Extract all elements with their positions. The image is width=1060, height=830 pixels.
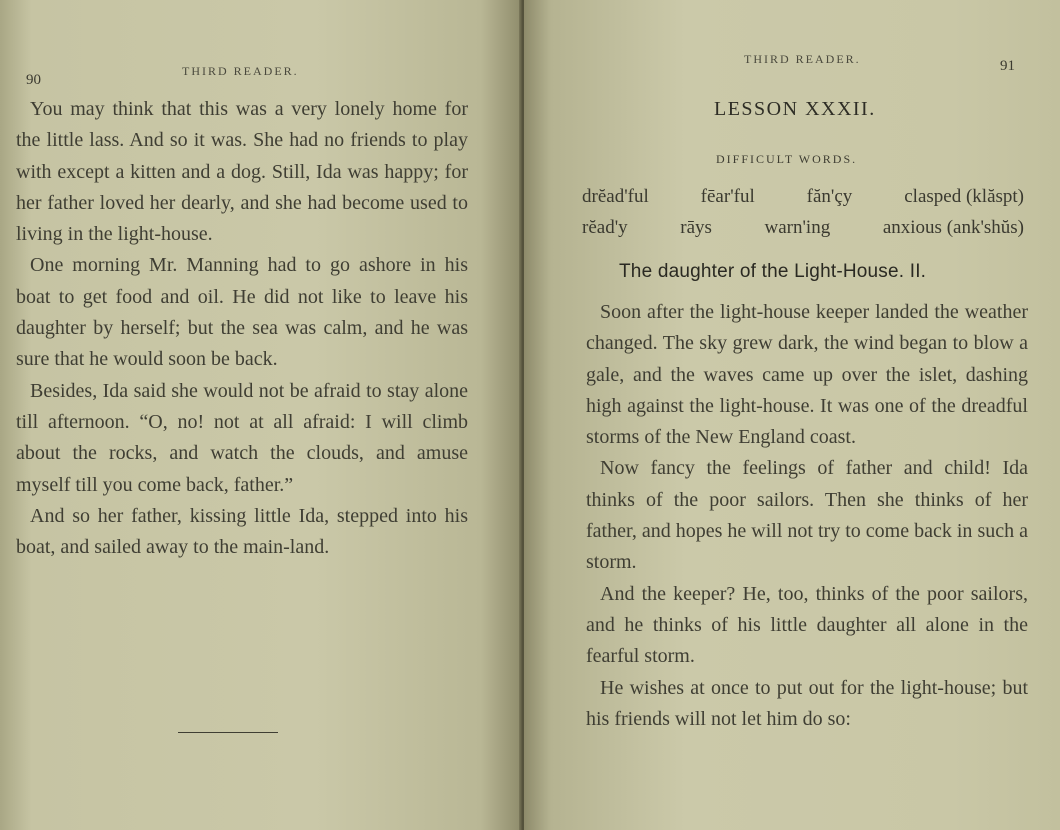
difficult-words-heading: DIFFICULT WORDS.: [716, 152, 858, 166]
story-title: The daughter of the Light-House. II.: [619, 261, 927, 282]
right-page-number: 91: [1000, 58, 1015, 74]
difficult-word: rĕad'y: [582, 217, 628, 238]
left-running-head: THIRD READER.: [182, 64, 299, 78]
right-paragraph-3: And the keeper? He, too, thinks of the poor sailors, and he thinks of his little daughter all alone in the fearful storm.: [586, 582, 1028, 668]
difficult-word: drĕad'ful: [582, 186, 649, 207]
difficult-word: warn'ing: [764, 217, 831, 238]
right-body-text: [586, 297, 1028, 735]
right-running-head: THIRD READER.: [744, 52, 861, 66]
difficult-words-row-2: [582, 217, 1024, 239]
lesson-title: LESSON XXXII.: [714, 98, 876, 120]
left-body-text: [16, 94, 468, 563]
left-paragraph-4: And so her father, kissing little Ida, stepped into his boat, and sailed away to the main-land.: [16, 504, 468, 559]
left-page: [0, 0, 522, 830]
difficult-word: făn'çy: [806, 186, 853, 207]
left-paragraph-3: Besides, Ida said she would not be afraid to stay alone till afternoon. “O, no! not at all afraid: I will climb about the rocks, and watch the clouds, and amuse myself till you come back, father.”: [16, 379, 468, 496]
left-paragraph-1: You may think that this was a very lonely home for the little lass. And so it was. She had no friends to play with except a kitten and a dog. Still, Ida was happy; for her father loved her dearly, and she had become used to living in the light-house.: [16, 98, 468, 246]
left-paragraph-2: One morning Mr. Manning had to go ashore in his boat to get food and oil. He did not like to leave his daughter by herself; but the sea was calm, and he was sure that he would soon be back.: [16, 254, 468, 371]
section-divider: [178, 732, 278, 733]
difficult-word: rāys: [680, 217, 712, 238]
difficult-words-row-1: [582, 186, 1024, 208]
difficult-word: anxious (ank'shŭs): [882, 217, 1024, 238]
right-paragraph-4: He wishes at once to put out for the light-house; but his friends will not let him do so:: [586, 676, 1028, 730]
right-paragraph-1: Soon after the light-house keeper landed the weather changed. The sky grew dark, the wind began to blow a gale, and the waves came up over the islet, dashing high against the light-house. It was one of the dreadful storms of the New England coast.: [586, 301, 1028, 449]
difficult-word: fēar'ful: [700, 186, 755, 207]
right-paragraph-2: Now fancy the feelings of father and child! Ida thinks of the poor sailors. Then she thinks of her father, and hopes he will not try to come back in such a storm.: [586, 457, 1028, 574]
left-page-number: 90: [26, 72, 41, 88]
difficult-word: clasped (klăspt): [904, 186, 1024, 207]
